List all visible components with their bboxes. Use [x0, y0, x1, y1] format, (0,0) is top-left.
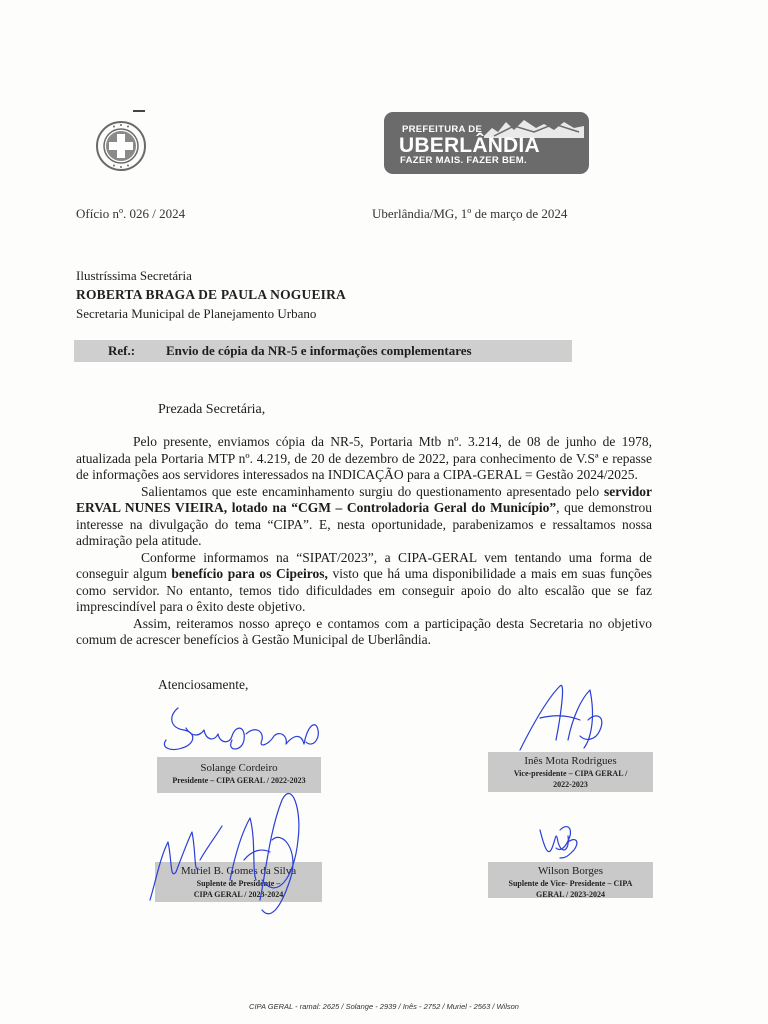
- cipa-cross-emblem-icon: [95, 120, 147, 172]
- signer-name: Inês Mota Rodrigues: [524, 755, 617, 767]
- signer-name: Muriel B. Gomes da Silva: [180, 865, 297, 877]
- greeting: Prezada Secretária,: [158, 402, 266, 417]
- signature-solange-scribble: [164, 708, 318, 750]
- prefeitura-top-text: PREFEITURA DE: [402, 124, 483, 135]
- paragraph-2-part-c: , que demonstrou interesse na divulgação do tema “CIPA”. E, nesta oportunidade, parabenizamos e ressaltamos nossa admiração pela atitude.: [76, 500, 652, 548]
- reference-label: Ref.:: [108, 343, 136, 358]
- signer-role: Suplente de Vice- Presidente – CIPA: [508, 879, 633, 888]
- recipient-name: ROBERTA BRAGA DE PAULA NOGUEIRA: [76, 287, 347, 302]
- signer-name: Wilson Borges: [537, 865, 604, 877]
- signature-ines-scribble: [520, 685, 602, 750]
- signer-name: Solange Cordeiro: [200, 762, 278, 774]
- prefeitura-city-name: UBERLÂNDIA: [399, 134, 540, 157]
- signer-role: Suplente de Presidente –: [196, 879, 281, 888]
- signature-box-solange: [157, 757, 321, 793]
- paragraph-3-part-c: visto que há uma disponibilidade a mais em suas funções como servidor. No entanto, temos tido dificuldades em conseguir apoio do alto escalão que se faz imprescindível para o êxito deste objetivo.: [76, 566, 652, 614]
- paragraph-3-part-a: Conforme informamos na “SIPAT/2023”, a CIPA-GERAL vem tentando uma forma de conseguir algum: [76, 549, 652, 581]
- signature-box-muriel: [155, 862, 322, 902]
- signer-role: Presidente – CIPA GERAL / 2022-2023: [172, 776, 306, 785]
- reference-text: Envio de cópia da NR-5 e informações complementares: [166, 343, 472, 358]
- letter-date: Uberlândia/MG, 1º de março de 2024: [372, 206, 568, 221]
- paragraph-3: [76, 550, 652, 616]
- paragraph-2-bold: servidor ERVAL NUNES VIEIRA, lotado na “CGM – Controladoria Geral do Município”: [76, 483, 652, 515]
- paragraph-3-bold: benefício para os Cipeiros,: [171, 566, 328, 581]
- signature-box-ines: [488, 752, 653, 792]
- recipient-title: Ilustríssima Secretária: [76, 268, 192, 283]
- recipient-department: Secretaria Municipal de Planejamento Urbano: [76, 306, 317, 321]
- oficio-number: Ofício nº. 026 / 2024: [76, 206, 186, 221]
- header-dash-mark: [133, 110, 145, 112]
- letter-body: [76, 434, 652, 649]
- signer-role: Vice-presidente – CIPA GERAL /: [513, 769, 628, 778]
- reference-bar: [74, 340, 572, 362]
- closing: Atenciosamente,: [158, 677, 249, 692]
- prefeitura-uberlandia-logo: [384, 112, 589, 174]
- paragraph-2-part-a: Salientamos que este encaminhamento surgiu do questionamento apresentado pelo: [141, 483, 604, 499]
- footer-extensions: CIPA GERAL - ramal: 2625 / Solange - 2939 / Inês - 2752 / Muriel - 2563 / Wilson: [249, 1002, 519, 1011]
- prefeitura-slogan: FAZER MAIS. FAZER BEM.: [400, 155, 527, 166]
- paragraph-1: Pelo presente, enviamos cópia da NR-5, Portaria Mtb nº. 3.214, de 08 de junho de 1978, atualizada pela Portaria MTP nº. 4.219, de 20 de dezembro de 2022, para conhecimento de V.Sª e repasse de informações aos servidores interessados na INDICAÇÃO para a CIPA-GERAL = Gestão 2024/2025.: [76, 434, 652, 482]
- paragraph-4: Assim, reiteramos nosso apreço e contamos com a participação desta Secretaria no objetivo comum de acrescer benefícios à Gestão Municipal de Uberlândia.: [76, 615, 652, 647]
- paragraph-2: [76, 484, 652, 550]
- signer-term: CIPA GERAL / 2023-2024: [193, 890, 284, 899]
- signer-term: GERAL / 2023-2024: [536, 890, 605, 899]
- signer-term: 2022-2023: [553, 780, 588, 789]
- signature-wilson-scribble: [540, 827, 577, 858]
- signature-box-wilson: [488, 862, 653, 898]
